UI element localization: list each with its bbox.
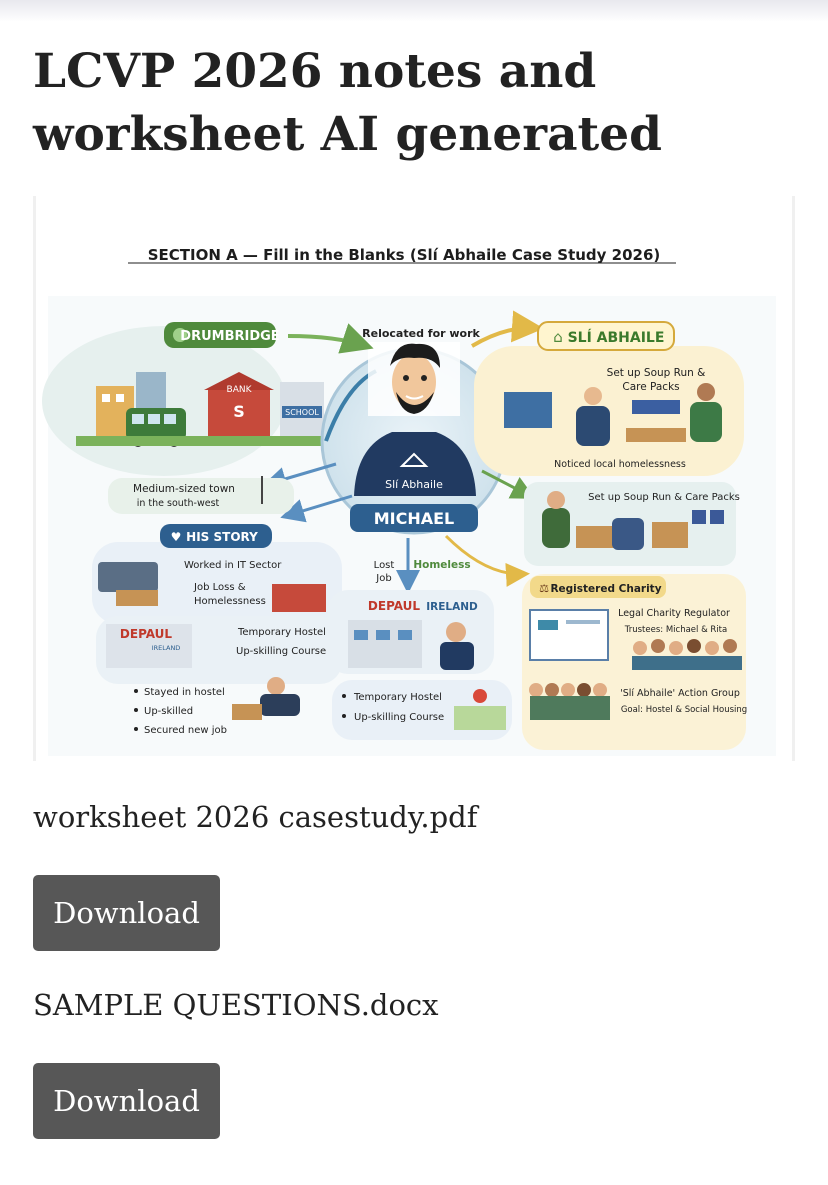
lost-job-line-2: Job bbox=[376, 573, 392, 584]
homeless-label: Homeless bbox=[413, 559, 471, 571]
depaul-left-panel bbox=[96, 616, 342, 684]
drumbridge-label: DRUMBRIDGE bbox=[180, 329, 280, 344]
goal-label: Goal: Hostel & Social Housing bbox=[620, 705, 748, 715]
gavel-icon: ⚖ bbox=[539, 582, 549, 595]
worked-it: Worked in IT Sector bbox=[184, 560, 282, 571]
shirt-text: Slí Abhaile bbox=[385, 478, 443, 491]
soup-run-panel bbox=[524, 482, 740, 566]
sli-abhaile-heading: SLÍ ABHAILE bbox=[567, 330, 665, 346]
download-button-docx[interactable]: Download bbox=[33, 1063, 220, 1139]
depaul-ireland-a: DEPAUL bbox=[367, 599, 421, 613]
michael-label: MICHAEL bbox=[373, 509, 455, 528]
lost-job-line-1: Lost bbox=[373, 560, 395, 571]
town-line-1: Medium-sized town bbox=[133, 483, 235, 495]
social-icons-strip bbox=[632, 400, 680, 414]
soup-run-line-1: Set up Soup Run & bbox=[606, 367, 706, 379]
facebook-icon bbox=[692, 510, 706, 524]
registered-charity-label: Registered Charity bbox=[550, 583, 662, 595]
svg-text:S: S bbox=[233, 402, 245, 421]
upskilling-2-label: Up-skilling Course bbox=[354, 712, 445, 723]
temp-hostel-2-label: Temporary Hostel bbox=[354, 692, 442, 703]
charity-panel bbox=[522, 574, 747, 750]
page-title-line-2: worksheet AI generated bbox=[33, 107, 662, 162]
upskilling-label: Up-skilling Course bbox=[236, 646, 327, 657]
depaul-logo-sub: IRELAND bbox=[151, 644, 181, 652]
page-title bbox=[33, 40, 803, 166]
map-pin-icon bbox=[473, 689, 487, 703]
bank-label: BANK bbox=[226, 385, 252, 395]
file-name-docx: SAMPLE QUESTIONS.docx bbox=[33, 988, 439, 1022]
heart-icon: ♥ bbox=[170, 530, 182, 544]
upskilled-label: Up-skilled bbox=[144, 706, 194, 717]
trustees-label: Trustees: Michael & Rita bbox=[624, 625, 728, 635]
his-story-heading: HIS STORY bbox=[186, 530, 258, 544]
town-line-2: in the south-west bbox=[136, 498, 220, 509]
section-header: SECTION A — Fill in the Blanks (Slí Abhaile Case Study 2026) bbox=[147, 246, 661, 264]
action-group-label: 'Slí Abhaile' Action Group bbox=[620, 688, 740, 699]
temp-hostel-label: Temporary Hostel bbox=[238, 627, 326, 638]
case-study-infographic bbox=[33, 196, 795, 761]
job-loss-line-1: Job Loss & bbox=[194, 582, 246, 593]
page-title-line-1: LCVP 2026 notes and bbox=[33, 44, 597, 99]
hostel-course-panel bbox=[332, 680, 512, 740]
soup-run-2-label: Set up Soup Run & Care Packs bbox=[588, 492, 740, 503]
town-panel bbox=[108, 476, 294, 514]
regulator-board bbox=[530, 610, 608, 660]
depaul-ireland-b: IRELAND bbox=[426, 601, 478, 613]
regulator-label: Legal Charity Regulator bbox=[618, 608, 730, 619]
relocated-label: Relocated for work bbox=[362, 327, 480, 340]
file-name-pdf: worksheet 2026 casestudy.pdf bbox=[33, 800, 478, 834]
top-shadow-band bbox=[0, 0, 828, 22]
school-label: SCHOOL bbox=[285, 408, 319, 417]
stayed-label: Stayed in hostel bbox=[144, 687, 225, 698]
facebook-icon-2 bbox=[710, 510, 724, 524]
job-loss-line-2: Homelessness bbox=[194, 596, 266, 607]
depaul-logo: DEPAUL bbox=[119, 627, 173, 641]
download-button-pdf[interactable]: Download bbox=[33, 875, 220, 951]
depaul-centre-panel bbox=[328, 590, 494, 674]
house-icon: ⌂ bbox=[553, 328, 563, 346]
soup-run-line-2: Care Packs bbox=[622, 381, 680, 393]
noticed-label: Noticed local homelessness bbox=[554, 459, 686, 470]
secured-label: Secured new job bbox=[144, 725, 227, 736]
